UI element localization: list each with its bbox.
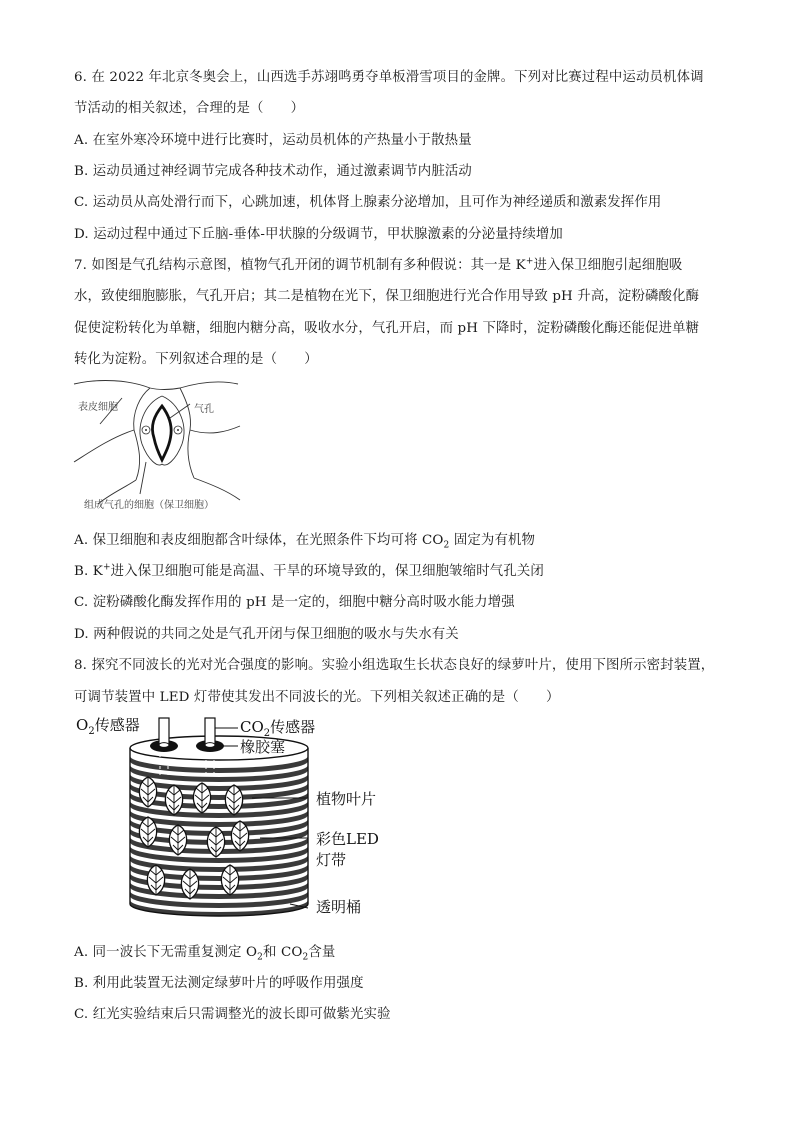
stoma-diagram: [70, 376, 250, 516]
q7-stem-line1: 7. 如图是气孔结构示意图，植物气孔开闭的调节机制有多种假说：其一是 K+进入保卫细胞引起细胞吸: [74, 256, 683, 273]
label-co2-sensor: $CO_2$传感器: [240, 718, 316, 739]
label-transparent-bucket: 透明桶: [316, 898, 362, 916]
label-led-strip: 彩色LED: [316, 830, 379, 848]
label-o2-sensor: $O_2$传感器: [76, 716, 140, 737]
label-epidermis: 表皮细胞: [78, 402, 118, 413]
q7-option-b[interactable]: B. K+进入保卫细胞可能是高温、干旱的环境导致的，保卫细胞皱缩时气孔关闭: [74, 562, 544, 579]
q7-option-a[interactable]: A. 保卫细胞和表皮细胞都含叶绿体，在光照条件下均可将 $CO_2$ 固定为有机物: [74, 533, 536, 551]
label-guard-cell: 组成气孔的细胞（保卫细胞）: [84, 500, 214, 511]
q7-stem-line2: 水，致使细胞膨胀，气孔开启；其二是植物在光下，保卫细胞进行光合作用导致 pH 升高，淀粉磷酸化酶: [74, 289, 700, 304]
q8-stem-line2: 可调节装置中 LED 灯带使其发出不同波长的光。下列相关叙述正确的是（ ）: [74, 690, 560, 705]
q6-stem-line1: 6. 在 2022 年北京冬奥会上，山西选手苏翊鸣勇夺单板滑雪项目的金牌。下列对比赛过程中运动员机体调: [74, 70, 704, 85]
q7-stem-line3: 促使淀粉转化为单糖，细胞内糖分高，吸收水分，气孔开启，而 pH 下降时，淀粉磷酸化酶还能促进单糖: [74, 321, 700, 336]
q7-option-c[interactable]: C. 淀粉磷酸化酶发挥作用的 pH 是一定的，细胞中糖分高时吸水能力增强: [74, 595, 515, 610]
q6-option-a[interactable]: A. 在室外寒冷环境中进行比赛时，运动员机体的产热量小于散热量: [74, 133, 472, 148]
label-rubber-stopper: 橡胶塞: [240, 738, 286, 756]
q8-option-b[interactable]: B. 利用此装置无法测定绿萝叶片的呼吸作用强度: [74, 976, 364, 991]
q6-stem-line2: 节活动的相关叙述，合理的是（ ）: [74, 101, 305, 116]
q8-option-a[interactable]: A. 同一波长下无需重复测定 $O_2$和 $CO_2$含量: [74, 945, 336, 963]
apparatus-diagram: [70, 710, 379, 924]
q6-option-d[interactable]: D. 运动过程中通过下丘脑-垂体-甲状腺的分级调节，甲状腺激素的分泌量持续增加: [74, 227, 563, 242]
q8-option-c[interactable]: C. 红光实验结束后只需调整光的波长即可做紫光实验: [74, 1007, 391, 1022]
led-band: [130, 918, 308, 935]
label-led-strip-2: 灯带: [316, 851, 347, 869]
label-plant-leaf: 植物叶片: [316, 790, 377, 808]
q6-option-c[interactable]: C. 运动员从高处滑行而下，心跳加速，机体肾上腺素分泌增加，且可作为神经递质和激素发挥作用: [74, 195, 662, 210]
q6-option-b[interactable]: B. 运动员通过神经调节完成各种技术动作，通过激素调节内脏活动: [74, 164, 472, 179]
q7-option-d[interactable]: D. 两种假说的共同之处是气孔开闭与保卫细胞的吸水与失水有关: [74, 627, 459, 642]
q7-stem-line4: 转化为淀粉。下列叙述合理的是（ ）: [74, 352, 318, 367]
q8-stem-line1: 8. 探究不同波长的光对光合强度的影响。实验小组选取生长状态良好的绿萝叶片，使用下图所示密封装置，: [74, 658, 715, 673]
label-stoma: 气孔: [194, 404, 214, 415]
